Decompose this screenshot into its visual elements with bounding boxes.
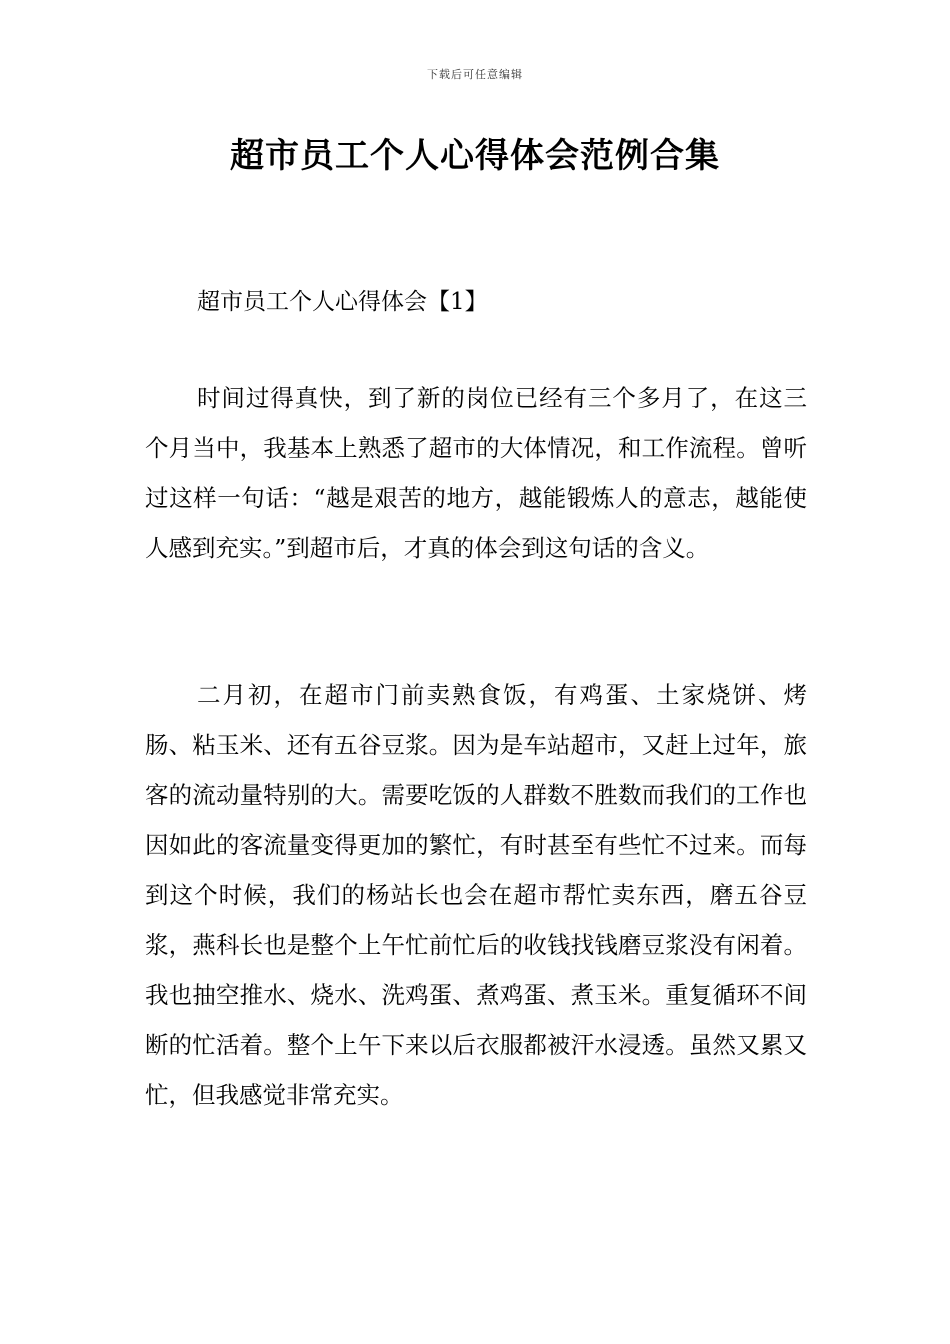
paragraph-2: 二月初，在超市门前卖熟食饭，有鸡蛋、土家烧饼、烤肠、粘玉米、还有五谷豆浆。因为是车站超市，又赶上过年，旅客的流动量特别的大。需要吃饭的人群数不胜数而我们的工作也因如此的客流量变得更加的繁忙，有时甚至有些忙不过来。而每到这个时候，我们的杨站长也会在超市帮忙卖东西，磨五谷豆浆，燕科长也是整个上午忙前忙后的收钱找钱磨豆浆没有闲着。我也抽空推水、烧水、洗鸡蛋、煮鸡蛋、煮玉米。重复循环不间断的忙活着。整个上午下来以后衣服都被汗水浸透。虽然又累又忙，但我感觉非常充实。 (145, 681, 807, 1109)
paragraph-1: 时间过得真快，到了新的岗位已经有三个多月了，在这三个月当中，我基本上熟悉了超市的大体情况，和工作流程。曾听过这样一句话：“越是艰苦的地方，越能锻炼人的意志，越能使人感到充实。”到超市后，才真的体会到这句话的含义。 (145, 384, 807, 562)
document-title: 超市员工个人心得体会范例合集 (230, 136, 720, 176)
header-note: 下载后可任意编辑 (427, 68, 523, 81)
section-heading: 超市员工个人心得体会【1】 (197, 289, 488, 315)
